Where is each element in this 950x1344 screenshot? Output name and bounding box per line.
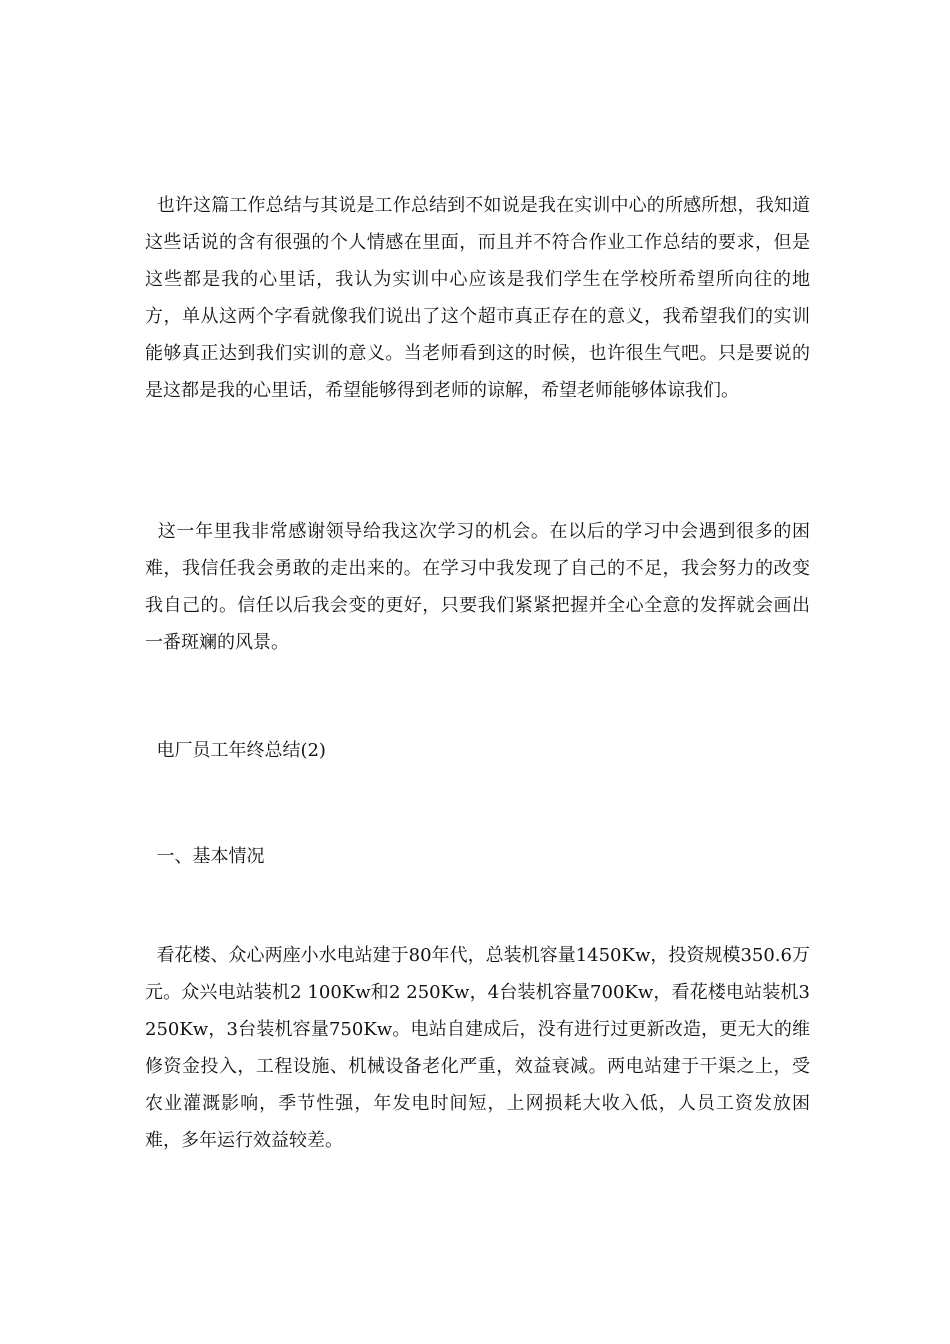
paragraph-gratitude: 这一年里我非常感谢领导给我这次学习的机会。在以后的学习中会遇到很多的困难，我信任我会勇敢的走出来的。在学习中我发现了自己的不足，我会努力的改变我自己的。信任以后我会变的更好，只要我们紧紧把握并全心全意的发挥就会画出一番斑斓的风景。 [145, 521, 811, 653]
paragraph-basic-situation: 看花楼、众心两座小水电站建于80年代，总装机容量1450Kw，投资规模350.6万元。众兴电站装机2 100Kw和2 250Kw，4台装机容量700Kw，看花楼电站装机3 250Kw，3台装机容量750Kw。电站自建成后，没有进行过更新改造，更无大的维修资金投入，工程设施、机械设备老化严重，效益衰减。两电站建于干渠之上，受农业灌溉影响，季节性强，年发电时间短，上网损耗大收入低，人员工资发放困难，多年运行效益较差。 [145, 945, 816, 1151]
document-title: 电厂员工年终总结(2) [145, 740, 326, 761]
paragraph-reflection: 也许这篇工作总结与其说是工作总结到不如说是我在实训中心的所感所想，我知道这些话说的含有很强的个人情感在里面，而且并不符合作业工作总结的要求，但是这些都是我的心里话，我认为实训中心应该是我们学生在学校所希望所向往的地方，单从这两个字看就像我们说出了这个超市真正存在的意义，我希望我们的实训能够真正达到我们实训的意义。当老师看到这的时候，也许很生气吧。只是要说的是这都是我的心里话，希望能够得到老师的谅解，希望老师能够体谅我们。 [145, 195, 810, 401]
section-heading: 一、基本情况 [145, 846, 265, 867]
